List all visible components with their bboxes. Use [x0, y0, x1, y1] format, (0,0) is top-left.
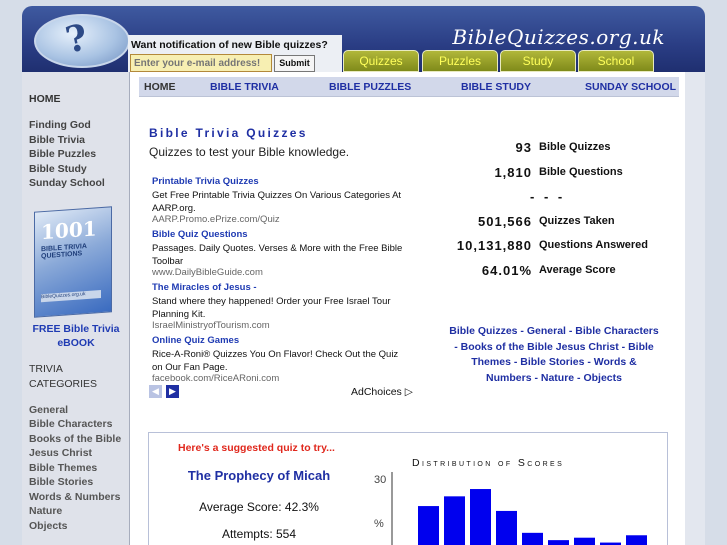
sidebar-cat-bible-themes[interactable]: Bible Themes — [29, 462, 98, 474]
chart-title: Distribution of Scores — [412, 457, 565, 469]
stat-label: Quizzes Taken — [539, 215, 615, 227]
sidebar-cat-bible-characters[interactable]: Bible Characters — [29, 418, 113, 430]
question-mark-icon: ? — [61, 16, 92, 62]
stat-label: Bible Questions — [539, 166, 623, 178]
tab-quizzes[interactable]: Quizzes — [343, 50, 419, 72]
ad-url[interactable]: www.DailyBibleGuide.com — [152, 267, 263, 278]
page-subtitle: Quizzes to test your Bible knowledge. — [149, 145, 350, 159]
stat-value: 64.01% — [481, 263, 532, 278]
ad-title[interactable]: The Miracles of Jesus - — [152, 282, 257, 293]
nav-bible-puzzles[interactable]: BIBLE PUZZLES — [329, 81, 412, 93]
sidebar-cat-bible-stories[interactable]: Bible Stories — [29, 476, 94, 488]
category-links[interactable]: Bible Quizzes - General - Bible Characters - Books of the Bible Jesus Christ - Bible Themes - Bible Stories - Words & Numbers - Nature - Objects — [449, 325, 659, 384]
suggested-quiz-link[interactable]: The Prophecy of Micah — [187, 468, 331, 483]
score-distribution-chart — [360, 468, 660, 545]
chart-bar — [470, 489, 491, 545]
nav-bible-study[interactable]: BIBLE STUDY — [461, 81, 532, 93]
sidebar-cat-nature[interactable]: Nature — [29, 505, 63, 517]
sidebar-item-bible-trivia[interactable]: Bible Trivia — [29, 134, 86, 146]
ad-prev-button[interactable]: ◀ — [149, 385, 162, 398]
chart-y-tick-label: 30 — [374, 474, 387, 486]
adchoices-text: AdChoices — [351, 386, 402, 398]
ad-url[interactable]: facebook.com/RiceARoni.com — [152, 373, 280, 384]
adchoices-label[interactable] — [351, 386, 413, 398]
ad-description: Passages. Daily Quotes. Verses & More with the Free Bible Toolbar — [152, 243, 403, 267]
sidebar-cat-words-numbers[interactable]: Words & Numbers — [29, 491, 121, 503]
tab-puzzles[interactable]: Puzzles — [422, 50, 498, 72]
ebook-number: 1001 — [41, 216, 97, 245]
ad-title[interactable]: Printable Trivia Quizzes — [152, 176, 259, 187]
sidebar-item-finding-god[interactable]: Finding God — [29, 119, 91, 131]
ad-title[interactable]: Online Quiz Games — [152, 335, 240, 346]
tab-study[interactable]: Study — [500, 50, 576, 72]
tab-school[interactable]: School — [578, 50, 654, 72]
ad-title[interactable]: Bible Quiz Questions — [152, 229, 248, 240]
sidebar-cat-objects[interactable]: Objects — [29, 520, 68, 532]
ad-description: Get Free Printable Trivia Quizzes On Various Categories At AARP.org. — [152, 190, 402, 214]
ad-description: Stand where they happened! Order your Free Israel Tour Planning Kit. — [152, 296, 391, 320]
ebook-subtitle: BIBLE TRIVIA QUESTIONS — [41, 243, 87, 261]
ad-next-button[interactable]: ▶ — [166, 385, 179, 398]
sidebar-item-sunday-school[interactable]: Sunday School — [29, 177, 105, 189]
chart-bar — [574, 538, 595, 545]
chart-bar — [522, 533, 543, 545]
ebook-link[interactable]: FREE Bible Trivia eBOOK — [32, 323, 120, 349]
ebook-strip: BibleQuizzes.org.uk — [41, 290, 101, 302]
stat-value: 501,566 — [478, 214, 532, 229]
ebook-cover — [34, 206, 112, 317]
email-field[interactable] — [130, 54, 272, 72]
chart-bar — [496, 511, 517, 545]
ad-url[interactable]: IsraelMinistryofTourism.com — [152, 320, 270, 331]
stats-separator: - - - — [530, 189, 566, 204]
sidebar-home-link[interactable]: HOME — [29, 93, 61, 105]
sidebar-cat-books[interactable]: Books of the Bible — [29, 433, 122, 445]
sidebar-cat-jesus-christ[interactable]: Jesus Christ — [29, 447, 93, 459]
chart-bar — [548, 540, 569, 545]
right-margin — [685, 72, 705, 545]
notify-text: Want notification of new Bible quizzes? — [131, 39, 328, 51]
chart-y-label: % — [374, 518, 384, 530]
page-title: Bible Trivia Quizzes — [149, 126, 308, 140]
sidebar-cat-general[interactable]: General — [29, 404, 69, 416]
suggested-average-score: Average Score: 42.3% — [199, 500, 319, 514]
chart-bar — [626, 535, 647, 545]
nav-sunday-school[interactable]: SUNDAY SCHOOL — [585, 81, 677, 93]
adchoices-icon: ▷ — [404, 386, 413, 398]
nav-bible-trivia[interactable]: BIBLE TRIVIA — [210, 81, 279, 93]
sidebar-item-bible-puzzles[interactable]: Bible Puzzles — [29, 148, 97, 160]
stat-label: Average Score — [539, 264, 616, 276]
stat-value: 93 — [515, 140, 532, 155]
ad-description: Rice-A-Roni® Quizzes You On Flavor! Check Out the Quiz on Our Fan Page. — [152, 349, 399, 373]
stat-label: Questions Answered — [539, 239, 649, 251]
chart-bar — [418, 506, 439, 545]
nav-home[interactable]: HOME — [144, 81, 176, 93]
suggested-heading: Here's a suggested quiz to try... — [178, 442, 335, 454]
suggested-attempts: Attempts: 554 — [221, 527, 297, 541]
chart-bar — [444, 496, 465, 545]
submit-button[interactable]: Submit — [274, 55, 315, 72]
stat-value: 1,810 — [494, 165, 532, 180]
stat-value: 10,131,880 — [456, 238, 532, 253]
sidebar-item-bible-study[interactable]: Bible Study — [29, 163, 87, 175]
ad-url[interactable]: AARP.Promo.ePrize.com/Quiz — [152, 214, 280, 225]
stat-label: Bible Quizzes — [539, 141, 611, 153]
trivia-categories-heading: TRIVIA CATEGORIES — [29, 363, 98, 390]
site-title: BibleQuizzes.org.uk — [452, 25, 665, 49]
ebook-cover-image[interactable] — [34, 209, 118, 317]
